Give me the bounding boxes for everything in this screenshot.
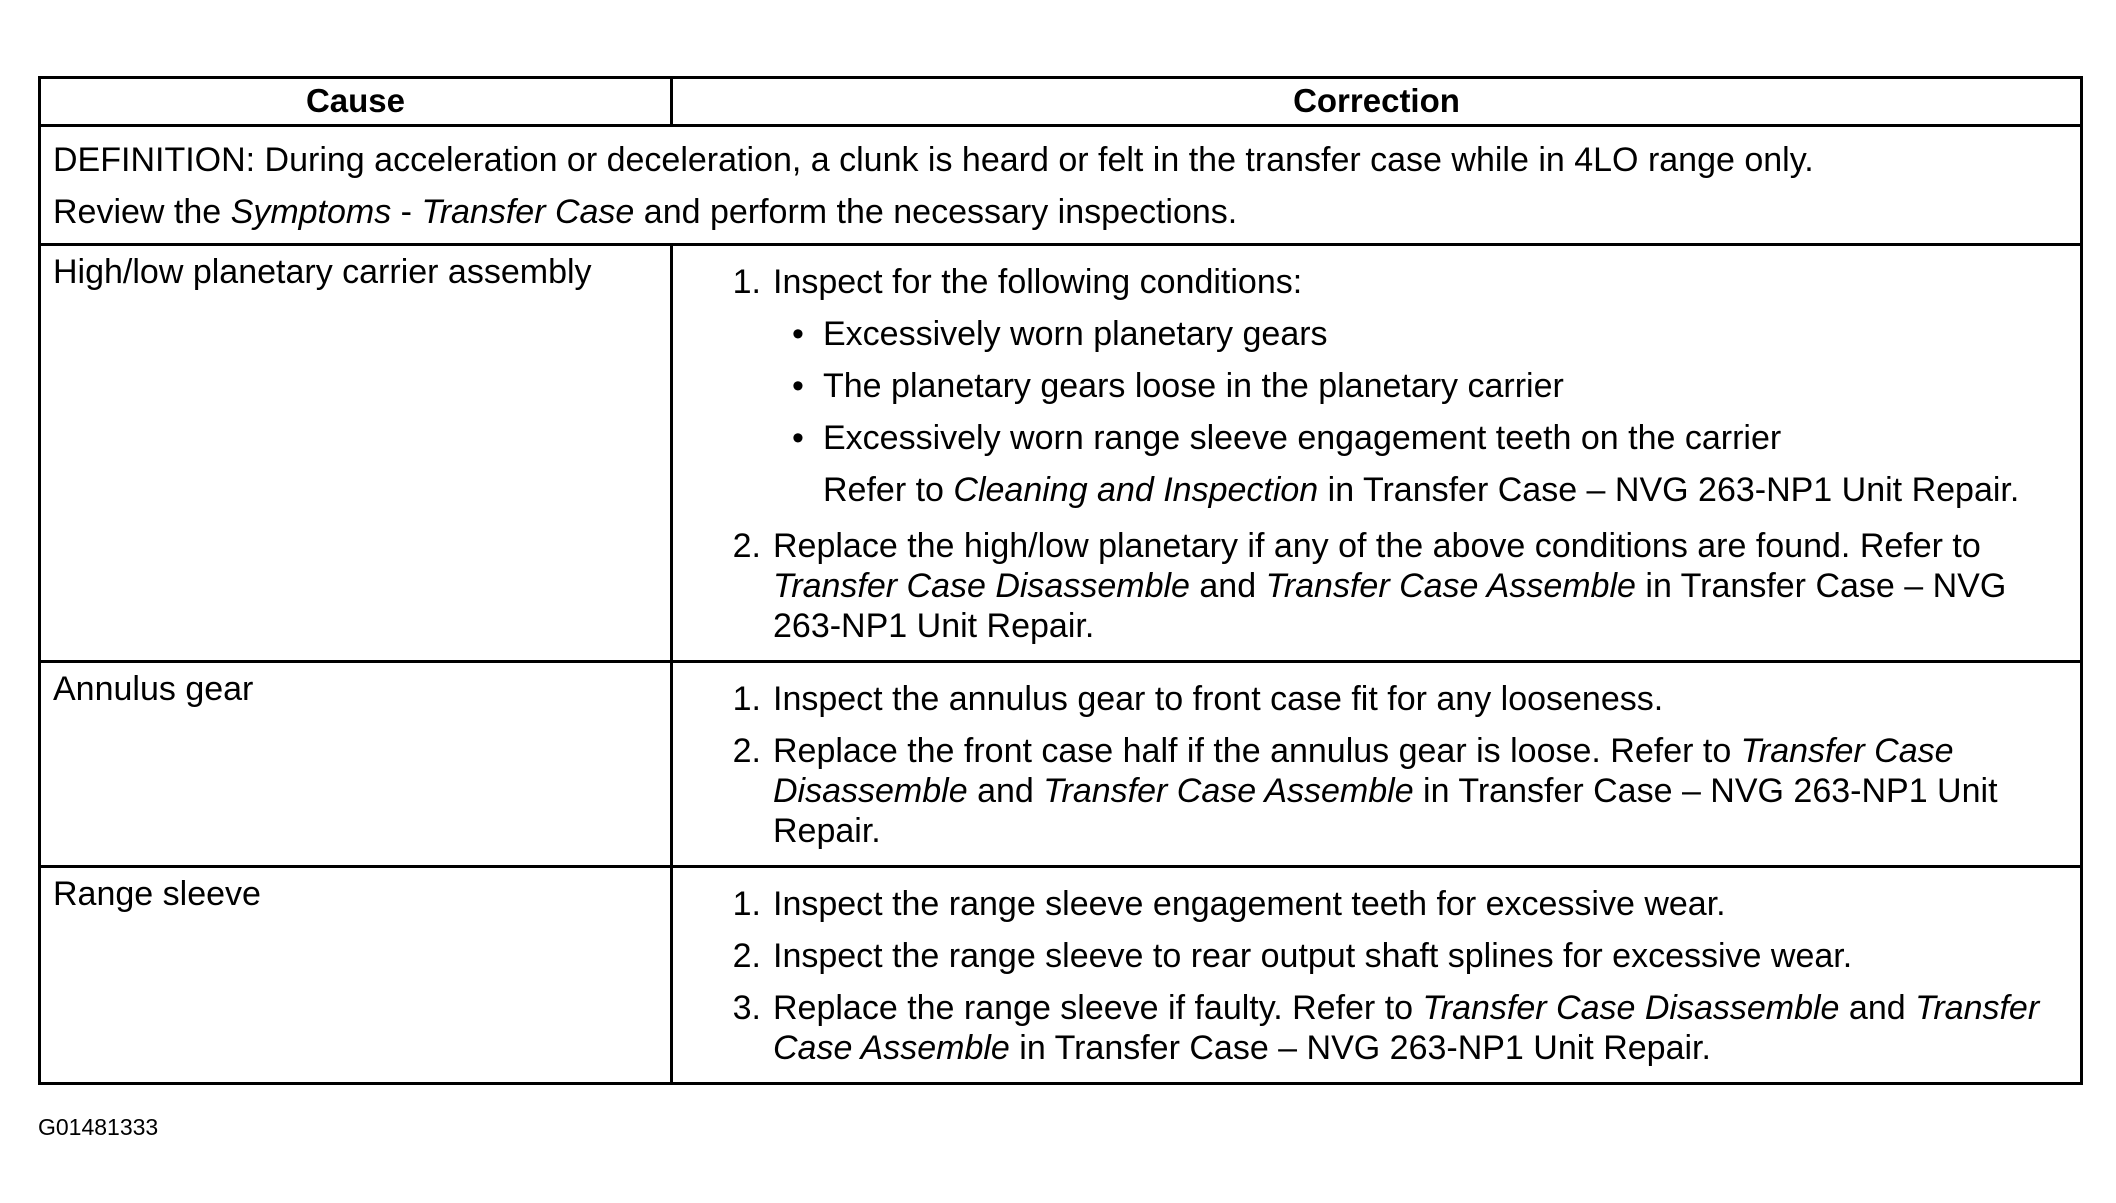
step-number: 2.: [732, 527, 761, 565]
bullet-text: Excessively worn planetary gears: [823, 315, 1328, 353]
cause-cell: High/low planetary carrier assembly: [40, 245, 672, 662]
step-text-join: and: [1189, 567, 1266, 605]
header-row: [40, 78, 2082, 126]
step-text: Replace the high/low planetary if any of the above conditions are found. Refer to: [773, 527, 1981, 565]
list-item: [773, 418, 2076, 458]
review-instruction: [53, 189, 2068, 241]
step-text: Inspect for the following conditions:: [773, 263, 1303, 301]
table-row: [40, 245, 2082, 662]
step-number: 1.: [732, 263, 761, 301]
correction-header: Correction: [672, 78, 2082, 126]
list-item: [773, 366, 2076, 406]
definition-text: DEFINITION: During acceleration or deceleration, a clunk is heard or felt in the transfer case while in 4LO range only.: [53, 141, 1814, 179]
step-body: [773, 988, 2076, 1068]
diagnostic-table: [38, 76, 2083, 1085]
correction-step: [673, 679, 2076, 719]
step-text: Inspect the annulus gear to front case fit for any looseness.: [773, 680, 1664, 718]
step-text: Inspect the range sleeve engagement teeth for excessive wear.: [773, 885, 1726, 923]
step-number: 1.: [732, 885, 761, 923]
review-text-end: and perform the necessary inspections.: [634, 193, 1238, 231]
step-body: [773, 731, 2076, 851]
review-separator: -: [391, 193, 422, 231]
note-text-end: in Transfer Case – NVG 263-NP1 Unit Repair.: [1318, 471, 2020, 509]
cause-cell: Range sleeve: [40, 867, 672, 1084]
bullet-icon: •: [792, 419, 804, 457]
step-text-end: in Transfer Case – NVG 263-NP1 Unit Repair.: [773, 772, 1998, 850]
step-text-join: and: [967, 772, 1044, 810]
cleaning-inspection-reference: Cleaning and Inspection: [953, 471, 1319, 509]
correction-step: [673, 988, 2076, 1068]
cause-header: Cause: [40, 78, 672, 126]
step-text-end: in Transfer Case – NVG 263-NP1 Unit Repair.: [1009, 1029, 1711, 1067]
cause-cell: Annulus gear: [40, 662, 672, 867]
table-row: [40, 662, 2082, 867]
transfer-case-reference: Transfer Case: [421, 193, 635, 231]
correction-step: [673, 731, 2076, 851]
step-text-join: and: [1839, 989, 1916, 1027]
definition-row: [40, 126, 2082, 245]
bullet-icon: •: [792, 315, 804, 353]
step-number: 3.: [732, 989, 761, 1027]
table-row: [40, 867, 2082, 1084]
bullet-text: The planetary gears loose in the planetary carrier: [823, 367, 1564, 405]
step-number: 1.: [732, 680, 761, 718]
correction-cell: [672, 867, 2082, 1084]
assemble-reference: Transfer Case Assemble: [773, 989, 2040, 1067]
correction-step: [673, 936, 2076, 976]
definition-cell: [40, 126, 2082, 245]
step-text: Inspect the range sleeve to rear output shaft splines for excessive wear.: [773, 937, 1853, 975]
step-text: Replace the range sleeve if faulty. Refer to: [773, 989, 1423, 1027]
correction-cell: [672, 662, 2082, 867]
disassemble-reference: Transfer Case Disassemble: [773, 567, 1190, 605]
correction-step: [673, 526, 2076, 646]
step-text-end: in Transfer Case – NVG 263-NP1 Unit Repair.: [773, 567, 2007, 645]
correction-step: [673, 884, 2076, 924]
note-text: Refer to: [823, 471, 954, 509]
bullet-icon: •: [792, 367, 804, 405]
condition-list: [773, 314, 2076, 458]
assemble-reference: Transfer Case Assemble: [1265, 567, 1636, 605]
step-number: 2.: [732, 937, 761, 975]
reference-note: [773, 470, 2076, 510]
step-body: [773, 526, 2076, 646]
symptoms-reference: Symptoms: [230, 193, 392, 231]
step-number: 2.: [732, 732, 761, 770]
correction-cell: [672, 245, 2082, 662]
disassemble-reference: Transfer Case Disassemble: [1422, 989, 1840, 1027]
assemble-reference: Transfer Case Assemble: [1043, 772, 1414, 810]
figure-id: G01481333: [38, 1114, 159, 1140]
step-text: Replace the front case half if the annulus gear is loose. Refer to: [773, 732, 1741, 770]
list-item: [773, 314, 2076, 354]
bullet-text: Excessively worn range sleeve engagement teeth on the carrier: [823, 419, 1782, 457]
correction-step: [673, 262, 2076, 514]
review-text: Review the: [53, 193, 231, 231]
disassemble-reference: Transfer Case Disassemble: [773, 732, 1954, 810]
step-body: [773, 262, 2076, 514]
